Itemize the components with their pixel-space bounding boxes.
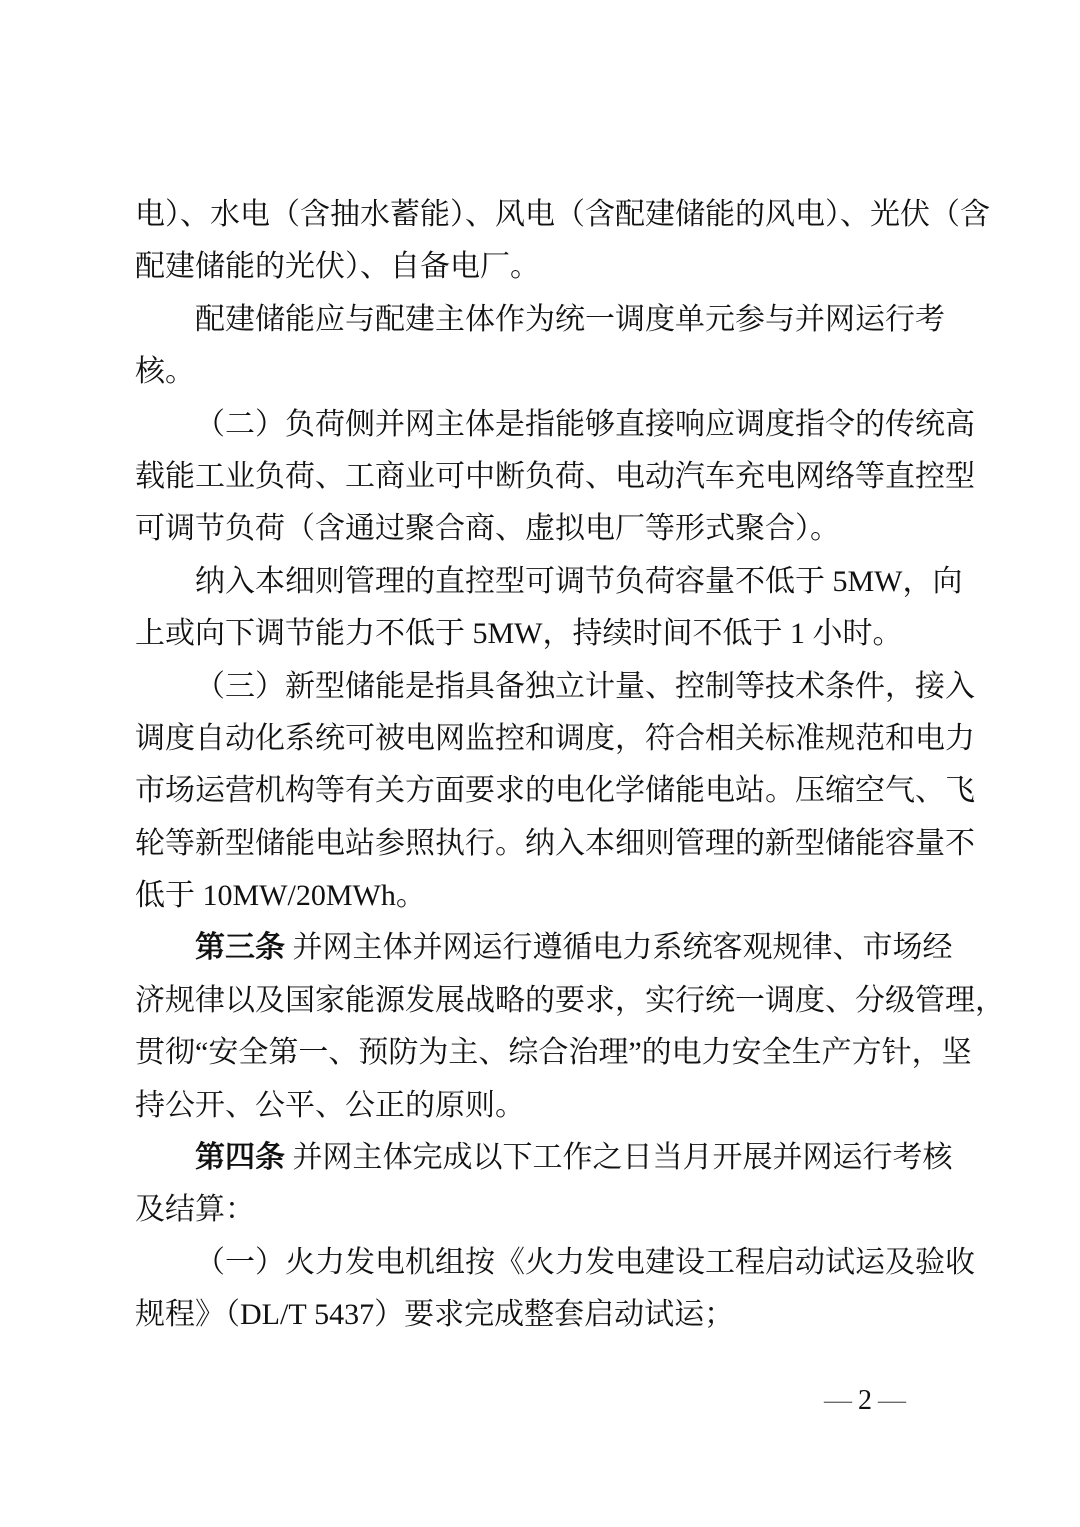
line-text: 低于 10MW/20MWh。 [135, 879, 426, 913]
line-text: 济规律以及国家能源发展战略的要求，实行统一调度、分级管理， [135, 983, 1005, 1017]
text-line [135, 1237, 975, 1289]
line-text: 配建储能应与配建主体作为统一调度单元参与并网运行考 [195, 302, 945, 336]
text-line [135, 189, 990, 241]
text-line [135, 1027, 972, 1079]
text-line [135, 1080, 945, 1132]
text-line [135, 1289, 945, 1341]
text-line [135, 451, 975, 503]
line-text: 纳入本细则管理的直控型可调节负荷容量不低于 5MW，向 [195, 564, 963, 598]
text-line [135, 503, 945, 555]
line-text: 市场运营机构等有关方面要求的电化学储能电站。压缩空气、飞 [135, 774, 975, 808]
line-text: （三）新型储能是指具备独立计量、控制等技术条件，接入 [195, 669, 975, 703]
text-line [135, 1132, 953, 1184]
line-text: 调度自动化系统可被电网监控和调度，符合相关标准规范和电力 [135, 721, 975, 755]
footer-dash-left: — [824, 1385, 852, 1416]
page-number: 2 [858, 1385, 872, 1416]
text-line [135, 975, 1005, 1027]
line-text: 贯彻“安全第一、预防为主、综合治理”的电力安全生产方针，坚 [135, 1036, 972, 1070]
text-line [135, 713, 975, 765]
line-text: （二）负荷侧并网主体是指能够直接响应调度指令的传统高 [195, 407, 975, 441]
footer-dash-right: — [878, 1385, 906, 1416]
line-text: 并网主体并网运行遵循电力系统客观规律、市场经 [285, 931, 953, 965]
document-body [135, 189, 1005, 1342]
line-text: 配建储能的光伏）、自备电厂。 [135, 250, 540, 284]
line-text: （一）火力发电机组按《火力发电建设工程启动试运及验收 [195, 1245, 975, 1279]
page-footer [818, 1384, 912, 1418]
line-text: 及结算： [135, 1193, 255, 1227]
line-text: 可调节负荷（含通过聚合商、虚拟电厂等形式聚合）。 [135, 512, 840, 546]
text-line [135, 818, 975, 870]
text-line [135, 922, 953, 974]
text-line [135, 608, 945, 660]
line-text: 上或向下调节能力不低于 5MW，持续时间不低于 1 小时。 [135, 617, 903, 651]
line-text: 规程》（DL/T 5437）要求完成整套启动试运； [135, 1298, 735, 1332]
text-line [135, 399, 975, 451]
text-line [135, 870, 945, 922]
text-line [135, 346, 945, 398]
text-line [135, 294, 945, 346]
text-line [135, 556, 963, 608]
line-text: 持公开、公平、公正的原则。 [135, 1088, 525, 1122]
text-line [135, 661, 975, 713]
text-line [135, 765, 975, 817]
text-line [135, 241, 945, 293]
text-line [135, 1184, 945, 1236]
line-text: 并网主体完成以下工作之日当月开展并网运行考核 [285, 1141, 953, 1175]
line-text: 轮等新型储能电站参照执行。纳入本细则管理的新型储能容量不 [135, 826, 975, 860]
article-number-bold: 第四条 [195, 1141, 285, 1175]
line-text: 载能工业负荷、工商业可中断负荷、电动汽车充电网络等直控型 [135, 459, 975, 493]
line-text: 电）、水电（含抽水蓄能）、风电（含配建储能的风电）、光伏（含 [135, 198, 990, 231]
line-text: 核。 [135, 355, 195, 389]
article-number-bold: 第三条 [195, 931, 285, 965]
